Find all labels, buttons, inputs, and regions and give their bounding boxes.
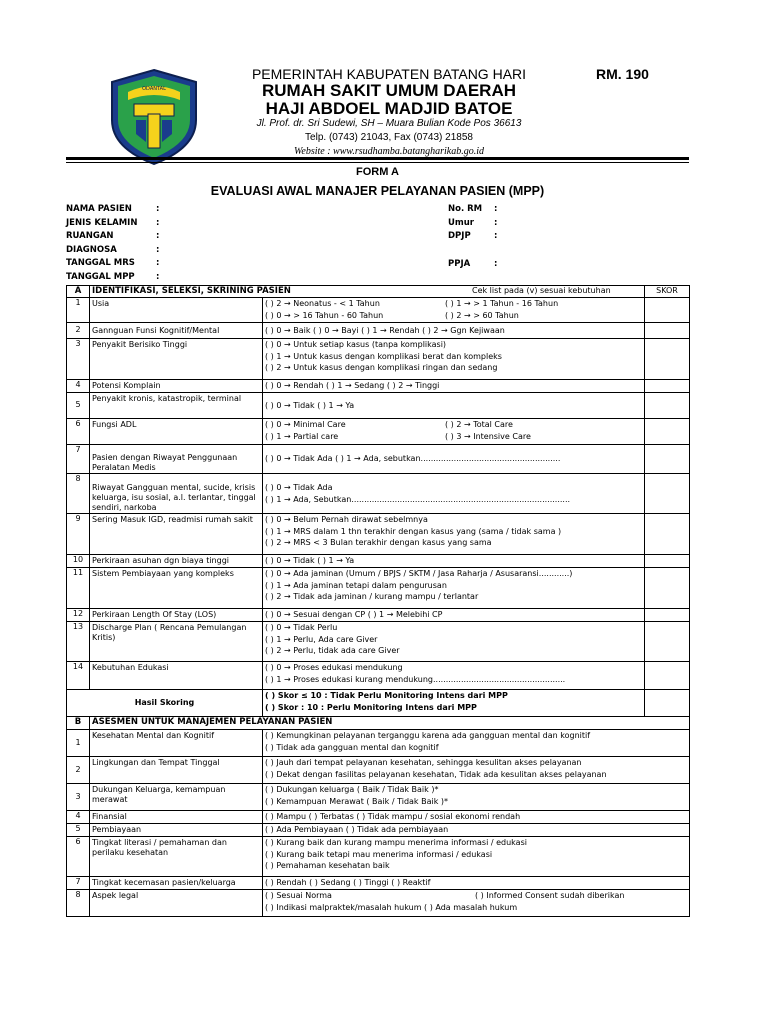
table-row xyxy=(67,323,690,339)
row-no: 7 xyxy=(67,445,90,474)
row-label-text: Dukungan Keluarga, kemampuan merawat xyxy=(92,785,226,804)
checkbox-option[interactable]: ( ) Skor ≤ 10 : Tidak Perlu Monitoring Intens dari MPP xyxy=(265,691,508,700)
skor-cell[interactable] xyxy=(645,555,690,568)
checkbox-option[interactable]: ( ) 0 → Rendah ( ) 1 → Sedang ( ) 2 → Tinggi xyxy=(265,381,440,390)
skor-cell[interactable] xyxy=(645,568,690,609)
table-row xyxy=(67,609,690,622)
table-row xyxy=(67,514,690,555)
checkbox-option[interactable]: ( ) Skor : 10 : Perlu Monitoring Intens dari MPP xyxy=(265,702,477,712)
phone: Telp. (0743) 21043, Fax (0743) 21858 xyxy=(305,132,473,143)
row-no: 5 xyxy=(67,393,90,419)
skor-cell[interactable] xyxy=(645,323,690,339)
row-options xyxy=(263,380,645,393)
row-no: 5 xyxy=(67,824,90,837)
checkbox-option[interactable]: ( ) Kurang baik dan kurang mampu menerima informasi / edukasi xyxy=(265,838,527,847)
row-label-text: Gannguan Funsi Kognitif/Mental xyxy=(92,325,220,335)
row-no: 2 xyxy=(67,757,90,784)
section-b-header xyxy=(67,717,690,730)
assessment-table xyxy=(66,285,690,917)
checkbox-option[interactable]: ( ) Kemampuan Merawat ( Baik / Tidak Baik )* xyxy=(265,796,449,806)
checkbox-option[interactable]: ( ) Mampu ( ) Terbatas ( ) Tidak mampu / sosial ekonomi rendah xyxy=(265,812,521,821)
table-row xyxy=(67,890,690,917)
table-row xyxy=(67,662,690,690)
skor-cell[interactable] xyxy=(645,514,690,555)
row-label xyxy=(90,622,263,662)
row-label-text: Penyakit Berisiko Tinggi xyxy=(92,340,188,349)
checkbox-option[interactable]: ( ) 1 → Proses edukasi kurang mendukung.................................................... xyxy=(265,674,566,684)
checkbox-option[interactable]: ( ) 0 → Untuk setiap kasus (tanpa komplikasi) xyxy=(265,340,447,349)
row-no: 13 xyxy=(67,622,90,662)
hasil-skoring-label-cell xyxy=(67,690,263,717)
row-label xyxy=(90,890,263,917)
check-note: Cek list pada (v) sesuai kebutuhan xyxy=(472,286,611,295)
patient-colon: : xyxy=(494,259,498,269)
table-row xyxy=(67,445,690,474)
skor-cell[interactable] xyxy=(645,474,690,514)
hasil-skoring-row xyxy=(67,690,690,717)
row-label xyxy=(90,730,263,757)
row-no: 1 xyxy=(67,730,90,757)
logo-text: ODANTAL xyxy=(142,86,166,92)
row-no: 3 xyxy=(67,784,90,811)
row-options xyxy=(263,877,690,890)
row-label-text: Pembiayaan xyxy=(92,825,142,834)
checkbox-option[interactable]: ( ) 2 → Untuk kasus dengan komplikasi ringan dan sedang xyxy=(265,363,498,372)
row-no: 3 xyxy=(67,339,90,380)
checkbox-option[interactable]: ( ) Sesuai Norma xyxy=(265,891,332,900)
row-options xyxy=(263,474,645,514)
patient-label: NAMA PASIEN xyxy=(66,204,132,214)
row-no: 8 xyxy=(67,474,90,514)
row-label-text: Finansial xyxy=(92,812,127,821)
row-options xyxy=(263,393,645,419)
hospital-name-1: RUMAH SAKIT UMUM DAERAH xyxy=(261,81,517,100)
row-label xyxy=(90,555,263,568)
section-b-title: ASESMEN UNTUK MANAJEMEN PELAYANAN PASIEN xyxy=(90,717,690,730)
checkbox-option[interactable]: ( ) 1 → MRS dalam 1 thn terakhir dengan kasus yang (sama / tidak sama ) xyxy=(265,526,562,536)
skor-cell[interactable] xyxy=(645,298,690,323)
patient-label: RUANGAN xyxy=(66,231,114,241)
table-row xyxy=(67,419,690,445)
checkbox-option[interactable]: ( ) 2 → Total Care xyxy=(445,420,513,429)
table-row xyxy=(67,622,690,662)
row-options xyxy=(263,784,690,811)
row-label-text: Pasien dengan Riwayat Penggunaan Peralatan Medis xyxy=(92,453,238,472)
row-label-text: Sistem Pembiayaan yang kompleks xyxy=(92,569,234,578)
row-label-text: Sering Masuk IGD, readmisi rumah sakit xyxy=(92,515,253,524)
row-label xyxy=(90,514,263,555)
row-no: 14 xyxy=(67,662,90,690)
checkbox-option[interactable]: ( ) Tidak ada gangguan mental dan kognitif xyxy=(265,742,439,752)
patient-colon: : xyxy=(494,218,498,228)
table-row xyxy=(67,877,690,890)
row-label-text: Usia xyxy=(92,299,110,308)
row-options xyxy=(263,568,645,609)
patient-label: TANGGAL MRS xyxy=(66,258,135,268)
patient-label: DPJP xyxy=(448,231,471,241)
skor-cell[interactable] xyxy=(645,339,690,380)
row-label xyxy=(90,837,263,877)
rm-code: RM. 190 xyxy=(596,66,649,82)
checkbox-option[interactable]: ( ) 0 → Belum Pernah dirawat sebelmnya xyxy=(265,515,428,524)
row-label xyxy=(90,393,263,419)
row-label xyxy=(90,662,263,690)
row-options xyxy=(263,837,690,877)
checkbox-option[interactable]: ( ) Dukungan keluarga ( Baik / Tidak Baik )* xyxy=(265,785,439,794)
row-options xyxy=(263,514,645,555)
checkbox-option[interactable]: ( ) Jauh dari tempat pelayanan kesehatan, sehingga kesulitan akses pelayanan xyxy=(265,758,582,767)
section-a-title: IDENTIFIKASI, SELEKSI, SKRINING PASIEN xyxy=(92,286,291,296)
checkbox-option[interactable]: ( ) 1 → Ada jaminan tetapi dalam pengurusan xyxy=(265,580,447,590)
row-options xyxy=(263,298,645,323)
table-row xyxy=(67,824,690,837)
row-no: 4 xyxy=(67,380,90,393)
hospital-name-2: HAJI ABDOEL MADJID BATOE xyxy=(265,99,513,118)
row-options xyxy=(263,890,690,917)
table-row xyxy=(67,811,690,824)
row-options xyxy=(263,339,645,380)
hospital-logo xyxy=(106,68,202,166)
row-options xyxy=(263,757,690,784)
row-label xyxy=(90,568,263,609)
skor-cell[interactable] xyxy=(645,380,690,393)
skor-cell[interactable] xyxy=(645,393,690,419)
section-a-header xyxy=(67,286,690,298)
section-b-no: B xyxy=(67,717,90,730)
row-label xyxy=(90,474,263,514)
checkbox-option[interactable]: ( ) Kemungkinan pelayanan terganggu karena ada gangguan mental dan kognitif xyxy=(265,731,591,740)
row-options xyxy=(263,824,690,837)
checkbox-option[interactable]: ( ) 1 → Ada, Sebutkan...................................................................................... xyxy=(265,494,571,504)
row-label xyxy=(90,298,263,323)
table-row xyxy=(67,339,690,380)
row-label xyxy=(90,877,263,890)
row-no: 6 xyxy=(67,419,90,445)
skor-cell[interactable] xyxy=(645,622,690,662)
hasil-skoring-label: Hasil Skoring xyxy=(134,697,195,707)
row-label-text: Riwayat Gangguan mental, sucide, krisis keluarga, isu sosial, a.l. terlantar, tinggal sendiri, narkoba xyxy=(92,483,256,512)
checkbox-option[interactable]: ( ) 0 → Tidak ( ) 1 → Ya xyxy=(265,400,355,410)
checkbox-option[interactable]: ( ) 3 → Intensive Care xyxy=(445,431,531,441)
row-no: 4 xyxy=(67,811,90,824)
skor-cell[interactable] xyxy=(645,419,690,445)
row-options xyxy=(263,730,690,757)
row-label xyxy=(90,757,263,784)
row-options xyxy=(263,419,645,445)
table-row xyxy=(67,555,690,568)
row-label-text: Aspek legal xyxy=(92,891,139,900)
patient-label: No. RM xyxy=(448,204,483,214)
row-label-text: Perkiraan asuhan dgn biaya tinggi xyxy=(92,556,229,565)
patient-label: PPJA xyxy=(448,259,471,269)
patient-label: TANGGAL MPP xyxy=(66,272,135,282)
row-options xyxy=(263,609,645,622)
skor-cell[interactable] xyxy=(645,445,690,474)
address: Jl. Prof. dr. Sri Sudewi, SH – Muara Bulian Kode Pos 36613 xyxy=(256,118,522,129)
row-options xyxy=(263,622,645,662)
row-no: 6 xyxy=(67,837,90,877)
skor-cell[interactable] xyxy=(645,609,690,622)
row-label-text: Discharge Plan ( Rencana Pemulangan Kritis) xyxy=(92,623,247,642)
gov-title: PEMERINTAH KABUPATEN BATANG HARI xyxy=(251,66,527,82)
header-rule-thin xyxy=(66,162,689,163)
row-label xyxy=(90,445,263,474)
table-row xyxy=(67,474,690,514)
checkbox-option[interactable]: ( ) 1 → > 1 Tahun - 16 Tahun xyxy=(445,299,559,308)
checkbox-option[interactable]: ( ) Dekat dengan fasilitas pelayanan kesehatan, Tidak ada kesulitan akses pelayanan xyxy=(265,769,607,779)
checkbox-option[interactable]: ( ) 0 → > 16 Tahun - 60 Tahun xyxy=(265,310,384,320)
table-row xyxy=(67,380,690,393)
section-a-title-cell xyxy=(90,286,645,298)
row-no: 11 xyxy=(67,568,90,609)
row-options xyxy=(263,323,645,339)
checkbox-option[interactable]: ( ) 0 → Tidak ( ) 1 → Ya xyxy=(265,556,355,565)
checkbox-option[interactable]: ( ) 0 → Minimal Care xyxy=(265,420,346,429)
row-no: 1 xyxy=(67,298,90,323)
patient-colon: : xyxy=(156,204,160,214)
row-label-text: Perkiraan Length Of Stay (LOS) xyxy=(92,610,217,619)
header-rule-thick xyxy=(66,157,689,160)
checkbox-option[interactable]: ( ) 0 → Sesuai dengan CP ( ) 1 → Melebihi CP xyxy=(265,610,443,619)
skor-header: SKOR xyxy=(645,286,690,298)
checkbox-option[interactable]: ( ) 1 → Perlu, Ada care Giver xyxy=(265,634,378,644)
checkbox-option[interactable]: ( ) 2 → Tidak ada jaminan / kurang mampu / terlantar xyxy=(265,592,479,601)
checkbox-option[interactable]: ( ) 0 → Tidak Ada ( ) 1 → Ada, sebutkan....................................................... xyxy=(265,454,561,464)
checkbox-option[interactable]: ( ) 2 → Neonatus - < 1 Tahun xyxy=(265,299,380,308)
checkbox-option[interactable]: ( ) 2 → Perlu, tidak ada care Giver xyxy=(265,646,400,655)
row-label xyxy=(90,419,263,445)
section-a-no: A xyxy=(67,286,90,298)
row-label-text: Potensi Komplain xyxy=(92,381,161,390)
table-row xyxy=(67,730,690,757)
table-row xyxy=(67,837,690,877)
row-label xyxy=(90,380,263,393)
table-row xyxy=(67,298,690,323)
form-title: EVALUASI AWAL MANAJER PELAYANAN PASIEN (MPP) xyxy=(210,184,545,198)
patient-colon: : xyxy=(156,245,160,255)
row-label-text: Lingkungan dan Tempat Tinggal xyxy=(92,758,220,767)
checkbox-option[interactable]: ( ) Kurang baik tetapi mau menerima informasi / edukasi xyxy=(265,849,493,859)
skor-cell[interactable] xyxy=(645,662,690,690)
checkbox-option[interactable]: ( ) 1 → Untuk kasus dengan komplikasi berat dan kompleks xyxy=(265,351,502,361)
checkbox-option[interactable]: ( ) Rendah ( ) Sedang ( ) Tinggi ( ) Reaktif xyxy=(265,878,431,887)
row-options xyxy=(263,662,645,690)
checkbox-option[interactable]: ( ) 0 → Tidak Perlu xyxy=(265,623,338,632)
row-label xyxy=(90,323,263,339)
row-options xyxy=(263,690,645,717)
row-no: 10 xyxy=(67,555,90,568)
row-label-text: Kesehatan Mental dan Kognitif xyxy=(92,731,215,740)
checkbox-option[interactable]: ( ) 1 → Partial care xyxy=(265,431,339,441)
row-options xyxy=(263,555,645,568)
table-row xyxy=(67,568,690,609)
row-label xyxy=(90,811,263,824)
row-no: 2 xyxy=(67,323,90,339)
row-label-text: Tingkat kecemasan pasien/keluarga xyxy=(92,878,236,887)
row-no: 12 xyxy=(67,609,90,622)
row-label-text: Penyakit kronis, katastropik, terminal xyxy=(92,394,242,403)
checkbox-option[interactable]: ( ) 2 → MRS < 3 Bulan terakhir dengan kasus yang sama xyxy=(265,538,492,547)
checkbox-option[interactable]: ( ) Informed Consent sudah diberikan xyxy=(475,891,625,900)
row-label xyxy=(90,609,263,622)
website: Website : www.rsudhamba.batangharikab.go.id xyxy=(293,146,484,157)
row-label-text: Tingkat literasi / pemahaman dan perilaku kesehatan xyxy=(92,838,227,857)
row-label-text: Fungsi ADL xyxy=(92,420,137,429)
patient-colon: : xyxy=(156,218,160,228)
checkbox-option[interactable]: ( ) Indikasi malpraktek/masalah hukum ( ) Ada masalah hukum xyxy=(265,902,518,912)
row-label xyxy=(90,339,263,380)
row-label xyxy=(90,784,263,811)
row-options xyxy=(263,445,645,474)
row-no: 9 xyxy=(67,514,90,555)
checkbox-option[interactable]: ( ) 0 → Baik ( ) 0 → Bayi ( ) 1 → Rendah ( ) 2 → Ggn Kejiwaan xyxy=(265,325,505,335)
table-row xyxy=(67,393,690,419)
row-label xyxy=(90,824,263,837)
patient-label: Umur xyxy=(448,218,475,228)
checkbox-option[interactable]: ( ) Pemahaman kesehatan baik xyxy=(265,861,390,870)
skor-cell[interactable] xyxy=(645,690,690,717)
checkbox-option[interactable]: ( ) 0 → Tidak Ada xyxy=(265,483,333,492)
row-label-text: Kebutuhan Edukasi xyxy=(92,663,169,672)
patient-colon: : xyxy=(156,272,160,282)
row-options xyxy=(263,811,690,824)
patient-colon: : xyxy=(156,231,160,241)
checkbox-option[interactable]: ( ) 2 → > 60 Tahun xyxy=(445,310,519,320)
table-row xyxy=(67,757,690,784)
patient-colon: : xyxy=(156,258,160,268)
row-no: 7 xyxy=(67,877,90,890)
table-row xyxy=(67,784,690,811)
patient-colon: : xyxy=(494,204,498,214)
checkbox-option[interactable]: ( ) Ada Pembiayaan ( ) Tidak ada pembiayaan xyxy=(265,825,449,834)
patient-label: JENIS KELAMIN xyxy=(66,218,138,228)
patient-colon: : xyxy=(494,231,498,241)
form-code: FORM A xyxy=(356,166,399,178)
checkbox-option[interactable]: ( ) 0 → Ada jaminan (Umum / BPJS / SKTM / Jasa Raharja / Asusaransi............) xyxy=(265,569,573,578)
checkbox-option[interactable]: ( ) 0 → Proses edukasi mendukung xyxy=(265,663,403,672)
patient-label: DIAGNOSA xyxy=(66,245,117,255)
row-no: 8 xyxy=(67,890,90,917)
